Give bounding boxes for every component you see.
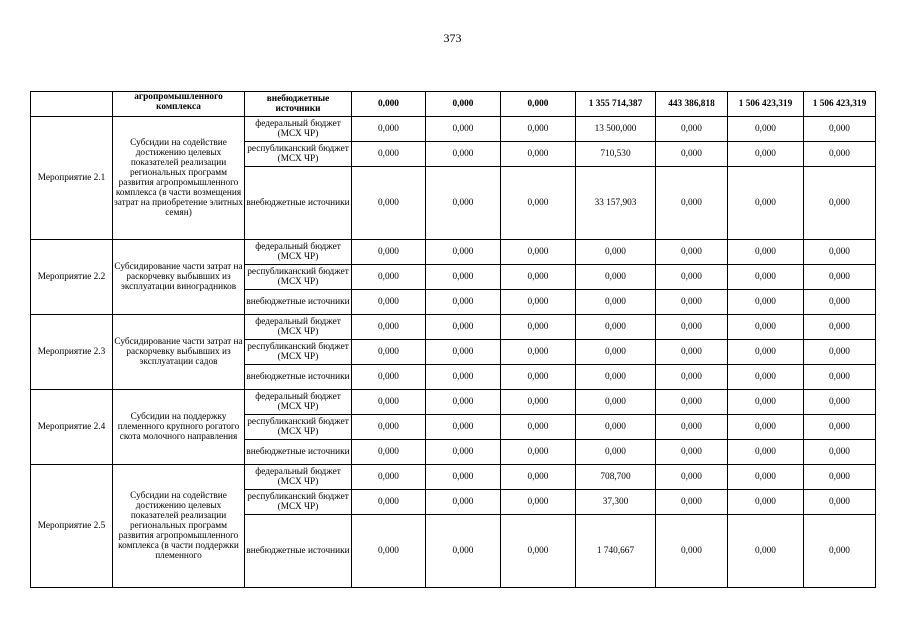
- amount-cell: 0,000: [426, 415, 501, 440]
- funding-source: республиканский бюджет (МСХ ЧР): [245, 265, 352, 290]
- amount-cell: 0,000: [656, 415, 728, 440]
- amount-cell: 0,000: [426, 315, 501, 340]
- table-row: [31, 240, 876, 265]
- table-row: [31, 390, 876, 415]
- amount-cell: 0,000: [501, 465, 576, 490]
- amount-cell: 0,000: [656, 240, 728, 265]
- amount-cell: 0,000: [804, 142, 876, 167]
- amount-cell: 0,000: [352, 365, 426, 390]
- amount-cell: 0,000: [576, 415, 656, 440]
- funding-source: внебюджетные источники: [245, 440, 352, 465]
- header-name-cell: [31, 92, 113, 117]
- table-row: [31, 465, 876, 490]
- amount-cell: 0,000: [426, 142, 501, 167]
- amount-cell: 0,000: [501, 142, 576, 167]
- amount-cell: 0,000: [501, 117, 576, 142]
- measure-description: Субсидии на содействие достижению целевых показателей реализации региональных программ развития агропромышленного комплекса (в части поддержки племенного: [113, 465, 245, 588]
- amount-cell: 0,000: [656, 465, 728, 490]
- funding-source: внебюджетные источники: [245, 515, 352, 588]
- amount-cell: 0,000: [426, 290, 501, 315]
- amount-cell: 0,000: [426, 340, 501, 365]
- amount-cell: 0,000: [426, 440, 501, 465]
- amount-cell: 0,000: [352, 117, 426, 142]
- amount-cell: 0,000: [576, 315, 656, 340]
- funding-source: республиканский бюджет (МСХ ЧР): [245, 415, 352, 440]
- amount-cell: 0,000: [656, 515, 728, 588]
- budget-table: [30, 91, 876, 588]
- amount-cell: 0,000: [352, 340, 426, 365]
- amount-cell: 0,000: [426, 365, 501, 390]
- amount-cell: 0,000: [804, 465, 876, 490]
- header-source: внебюджетные источники: [245, 92, 352, 117]
- page-number: 373: [443, 31, 462, 45]
- funding-source: республиканский бюджет (МСХ ЧР): [245, 340, 352, 365]
- measure-description: Субсидии на поддержку племенного крупного рогатого скота молочного направления: [113, 390, 245, 465]
- amount-cell: 0,000: [576, 265, 656, 290]
- measure-description: Субсидирование части затрат на раскорчевку выбывших из эксплуатации садов: [113, 315, 245, 390]
- amount-cell: 13 500,000: [576, 117, 656, 142]
- header-value: 1 506 423,319: [804, 92, 876, 117]
- amount-cell: 0,000: [352, 265, 426, 290]
- header-value: 0,000: [352, 92, 426, 117]
- amount-cell: 33 157,903: [576, 167, 656, 240]
- measure-name: Мероприятие 2.3: [31, 315, 113, 390]
- amount-cell: 0,000: [576, 390, 656, 415]
- amount-cell: 0,000: [426, 117, 501, 142]
- amount-cell: 0,000: [656, 340, 728, 365]
- amount-cell: 0,000: [728, 515, 804, 588]
- amount-cell: 0,000: [728, 265, 804, 290]
- amount-cell: 0,000: [576, 440, 656, 465]
- amount-cell: 0,000: [426, 490, 501, 515]
- amount-cell: 0,000: [352, 440, 426, 465]
- amount-cell: 0,000: [352, 415, 426, 440]
- amount-cell: 0,000: [656, 290, 728, 315]
- amount-cell: 0,000: [501, 340, 576, 365]
- funding-source: федеральный бюджет (МСХ ЧР): [245, 390, 352, 415]
- measure-name: Мероприятие 2.2: [31, 240, 113, 315]
- amount-cell: 0,000: [656, 117, 728, 142]
- amount-cell: 0,000: [501, 365, 576, 390]
- funding-source: федеральный бюджет (МСХ ЧР): [245, 465, 352, 490]
- amount-cell: 0,000: [426, 515, 501, 588]
- amount-cell: 0,000: [728, 415, 804, 440]
- amount-cell: 0,000: [804, 490, 876, 515]
- amount-cell: 0,000: [352, 290, 426, 315]
- amount-cell: 0,000: [352, 515, 426, 588]
- amount-cell: 0,000: [501, 415, 576, 440]
- amount-cell: 0,000: [656, 142, 728, 167]
- funding-source: федеральный бюджет (МСХ ЧР): [245, 117, 352, 142]
- funding-source: федеральный бюджет (МСХ ЧР): [245, 315, 352, 340]
- amount-cell: 0,000: [728, 290, 804, 315]
- amount-cell: 0,000: [656, 265, 728, 290]
- amount-cell: 0,000: [728, 240, 804, 265]
- funding-source: республиканский бюджет (МСХ ЧР): [245, 142, 352, 167]
- amount-cell: 0,000: [804, 390, 876, 415]
- amount-cell: 710,530: [576, 142, 656, 167]
- header-value: 0,000: [501, 92, 576, 117]
- amount-cell: 37,300: [576, 490, 656, 515]
- amount-cell: 0,000: [728, 465, 804, 490]
- amount-cell: 0,000: [804, 440, 876, 465]
- amount-cell: 0,000: [501, 240, 576, 265]
- amount-cell: 0,000: [576, 290, 656, 315]
- amount-cell: 0,000: [501, 315, 576, 340]
- header-value: 1 355 714,387: [576, 92, 656, 117]
- amount-cell: 0,000: [426, 465, 501, 490]
- amount-cell: 0,000: [804, 117, 876, 142]
- header-row: [31, 92, 876, 117]
- measure-description: Субсидирование части затрат на раскорчевку выбывших из эксплуатации виноградников: [113, 240, 245, 315]
- table-row: [31, 117, 876, 142]
- amount-cell: 0,000: [352, 465, 426, 490]
- amount-cell: 0,000: [728, 315, 804, 340]
- amount-cell: 0,000: [656, 490, 728, 515]
- amount-cell: 0,000: [352, 240, 426, 265]
- amount-cell: 0,000: [728, 365, 804, 390]
- header-description: агропромышленного комплекса: [113, 92, 245, 117]
- amount-cell: 0,000: [501, 390, 576, 415]
- amount-cell: 0,000: [501, 290, 576, 315]
- amount-cell: 0,000: [352, 315, 426, 340]
- measure-name: Мероприятие 2.4: [31, 390, 113, 465]
- amount-cell: 0,000: [576, 240, 656, 265]
- amount-cell: 0,000: [352, 390, 426, 415]
- amount-cell: 0,000: [728, 490, 804, 515]
- amount-cell: 0,000: [426, 265, 501, 290]
- amount-cell: 0,000: [804, 265, 876, 290]
- measure-description: Субсидии на содействие достижению целевых показателей реализации региональных программ развития агропромышленного комплекса (в части возмещения затрат на приобретение элитных семян): [113, 117, 245, 240]
- amount-cell: 0,000: [656, 365, 728, 390]
- table-row: [31, 315, 876, 340]
- amount-cell: 0,000: [804, 515, 876, 588]
- amount-cell: 708,700: [576, 465, 656, 490]
- amount-cell: 0,000: [501, 167, 576, 240]
- funding-source: федеральный бюджет (МСХ ЧР): [245, 240, 352, 265]
- amount-cell: 0,000: [576, 340, 656, 365]
- amount-cell: 0,000: [426, 240, 501, 265]
- amount-cell: 0,000: [728, 167, 804, 240]
- amount-cell: 0,000: [804, 365, 876, 390]
- funding-source: республиканский бюджет (МСХ ЧР): [245, 490, 352, 515]
- funding-source: внебюджетные источники: [245, 290, 352, 315]
- measure-name: Мероприятие 2.5: [31, 465, 113, 588]
- amount-cell: 0,000: [576, 365, 656, 390]
- amount-cell: 0,000: [501, 515, 576, 588]
- amount-cell: 0,000: [656, 167, 728, 240]
- amount-cell: 0,000: [426, 167, 501, 240]
- funding-source: внебюджетные источники: [245, 365, 352, 390]
- amount-cell: 0,000: [352, 167, 426, 240]
- amount-cell: 0,000: [804, 290, 876, 315]
- amount-cell: 0,000: [728, 440, 804, 465]
- amount-cell: 0,000: [804, 315, 876, 340]
- amount-cell: 0,000: [656, 315, 728, 340]
- header-value: 443 386,818: [656, 92, 728, 117]
- amount-cell: 0,000: [804, 415, 876, 440]
- header-value: 0,000: [426, 92, 501, 117]
- amount-cell: 0,000: [728, 390, 804, 415]
- amount-cell: 0,000: [804, 340, 876, 365]
- header-value: 1 506 423,319: [728, 92, 804, 117]
- amount-cell: 0,000: [501, 490, 576, 515]
- amount-cell: 1 740,667: [576, 515, 656, 588]
- amount-cell: 0,000: [426, 390, 501, 415]
- amount-cell: 0,000: [501, 265, 576, 290]
- amount-cell: 0,000: [804, 167, 876, 240]
- measure-name: Мероприятие 2.1: [31, 117, 113, 240]
- amount-cell: 0,000: [728, 340, 804, 365]
- amount-cell: 0,000: [656, 440, 728, 465]
- amount-cell: 0,000: [352, 490, 426, 515]
- amount-cell: 0,000: [501, 440, 576, 465]
- amount-cell: 0,000: [728, 117, 804, 142]
- funding-source: внебюджетные источники: [245, 167, 352, 240]
- amount-cell: 0,000: [728, 142, 804, 167]
- amount-cell: 0,000: [804, 240, 876, 265]
- amount-cell: 0,000: [352, 142, 426, 167]
- amount-cell: 0,000: [656, 390, 728, 415]
